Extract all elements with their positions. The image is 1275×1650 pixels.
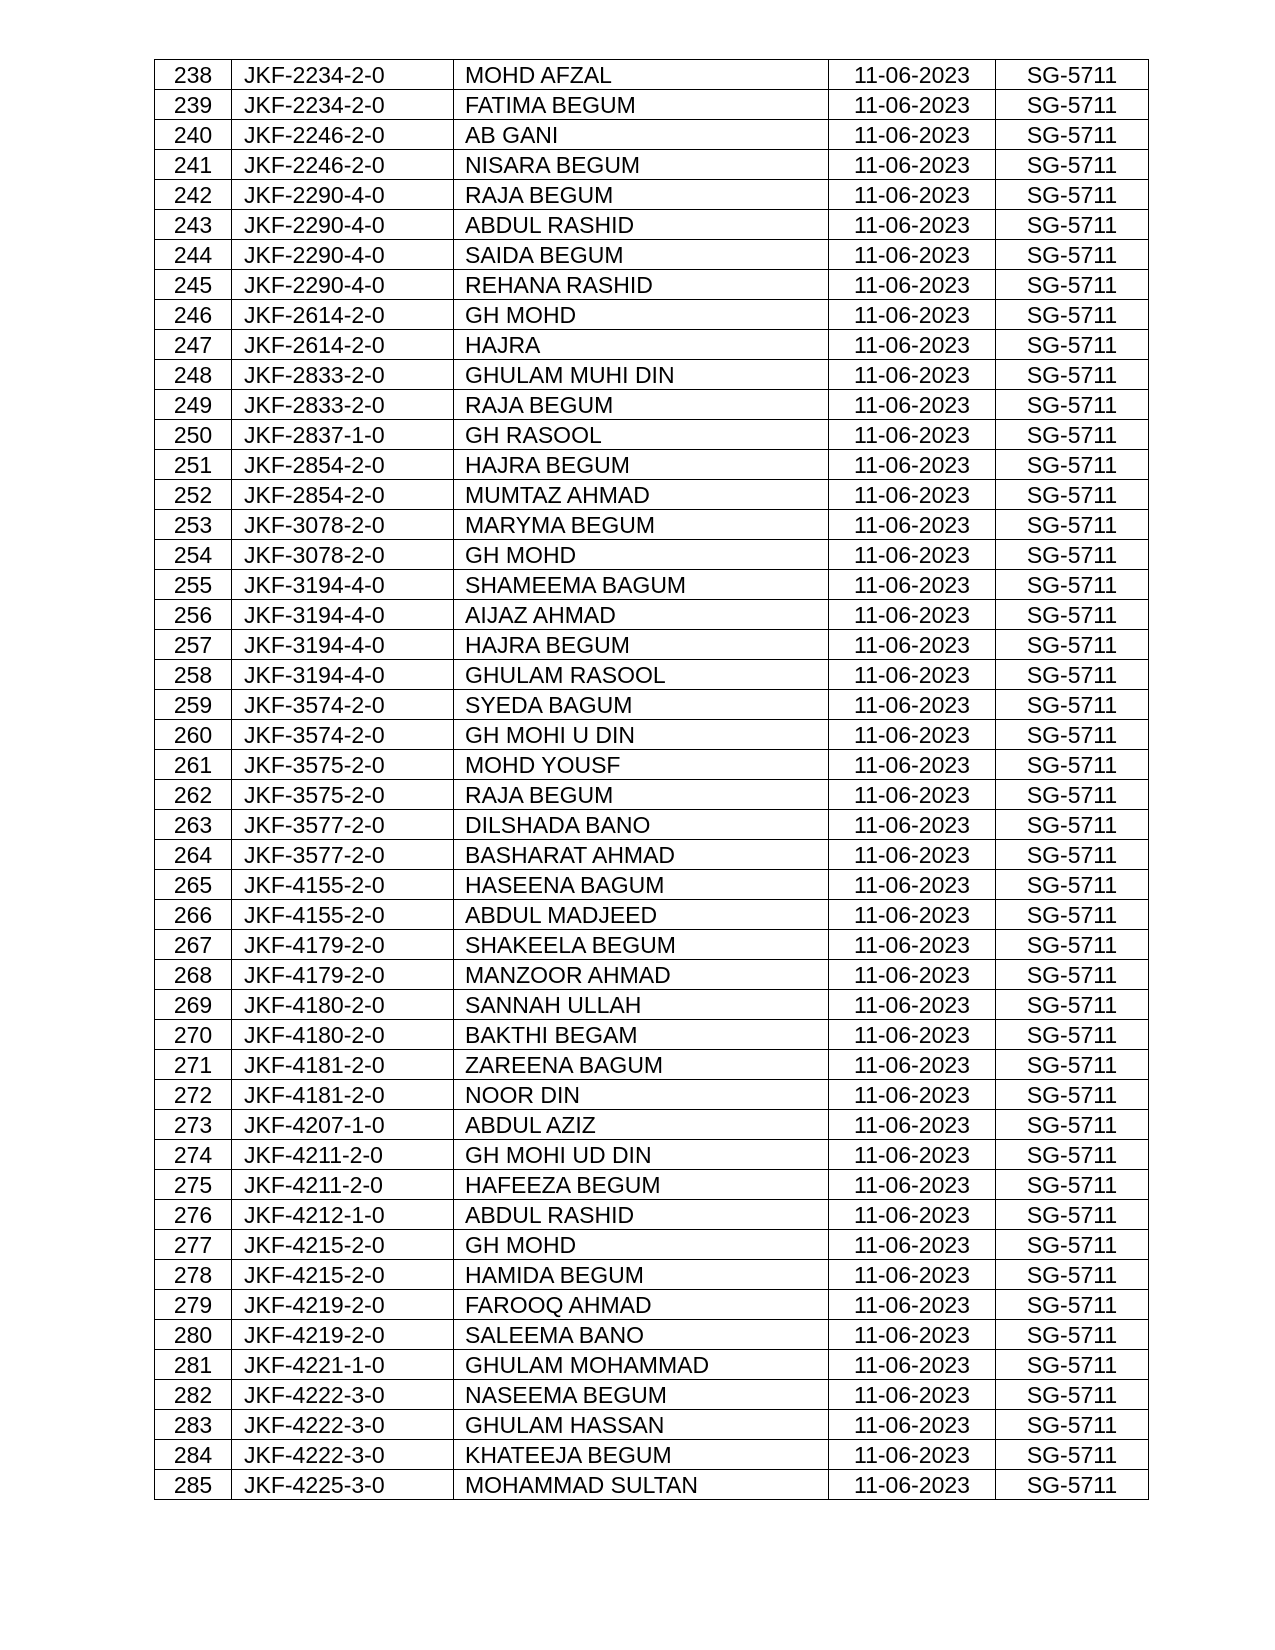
table-row [155, 1410, 1149, 1440]
record-code-cell: JKF-4219-2-0 [232, 1320, 454, 1350]
reference-code-cell: SG-5711 [996, 90, 1149, 120]
record-code-cell: JKF-4181-2-0 [232, 1080, 454, 1110]
date-cell: 11-06-2023 [829, 480, 996, 510]
name-cell: FATIMA BEGUM [454, 90, 829, 120]
reference-code-cell: SG-5711 [996, 720, 1149, 750]
record-code-cell: JKF-4180-2-0 [232, 990, 454, 1020]
record-code-cell: JKF-3577-2-0 [232, 810, 454, 840]
date-cell: 11-06-2023 [829, 1050, 996, 1080]
serial-number-cell: 244 [155, 240, 232, 270]
table-row [155, 1380, 1149, 1410]
name-cell: ABDUL RASHID [454, 1200, 829, 1230]
reference-code-cell: SG-5711 [996, 600, 1149, 630]
reference-code-cell: SG-5711 [996, 1140, 1149, 1170]
reference-code-cell: SG-5711 [996, 60, 1149, 90]
reference-code-cell: SG-5711 [996, 1260, 1149, 1290]
reference-code-cell: SG-5711 [996, 1380, 1149, 1410]
name-cell: GH MOHD [454, 540, 829, 570]
table-row [155, 420, 1149, 450]
table-row [155, 330, 1149, 360]
serial-number-cell: 251 [155, 450, 232, 480]
name-cell: SHAMEEMA BAGUM [454, 570, 829, 600]
name-cell: GHULAM MUHI DIN [454, 360, 829, 390]
record-code-cell: JKF-2833-2-0 [232, 390, 454, 420]
table-row [155, 480, 1149, 510]
date-cell: 11-06-2023 [829, 210, 996, 240]
date-cell: 11-06-2023 [829, 1470, 996, 1500]
record-code-cell: JKF-3078-2-0 [232, 510, 454, 540]
table-row [155, 1050, 1149, 1080]
record-code-cell: JKF-2837-1-0 [232, 420, 454, 450]
document-page [154, 59, 1149, 1500]
name-cell: GHULAM HASSAN [454, 1410, 829, 1440]
record-code-cell: JKF-4207-1-0 [232, 1110, 454, 1140]
date-cell: 11-06-2023 [829, 930, 996, 960]
serial-number-cell: 267 [155, 930, 232, 960]
date-cell: 11-06-2023 [829, 900, 996, 930]
name-cell: RAJA BEGUM [454, 780, 829, 810]
record-code-cell: JKF-2614-2-0 [232, 300, 454, 330]
reference-code-cell: SG-5711 [996, 240, 1149, 270]
name-cell: AIJAZ AHMAD [454, 600, 829, 630]
serial-number-cell: 284 [155, 1440, 232, 1470]
reference-code-cell: SG-5711 [996, 1440, 1149, 1470]
serial-number-cell: 241 [155, 150, 232, 180]
date-cell: 11-06-2023 [829, 330, 996, 360]
record-code-cell: JKF-4211-2-0 [232, 1170, 454, 1200]
serial-number-cell: 245 [155, 270, 232, 300]
record-code-cell: JKF-3575-2-0 [232, 750, 454, 780]
date-cell: 11-06-2023 [829, 90, 996, 120]
table-row [155, 930, 1149, 960]
reference-code-cell: SG-5711 [996, 630, 1149, 660]
record-code-cell: JKF-4181-2-0 [232, 1050, 454, 1080]
name-cell: MOHD YOUSF [454, 750, 829, 780]
record-code-cell: JKF-3577-2-0 [232, 840, 454, 870]
table-row [155, 810, 1149, 840]
name-cell: GH MOHD [454, 1230, 829, 1260]
table-row [155, 1170, 1149, 1200]
serial-number-cell: 246 [155, 300, 232, 330]
record-code-cell: JKF-4211-2-0 [232, 1140, 454, 1170]
serial-number-cell: 262 [155, 780, 232, 810]
record-code-cell: JKF-4215-2-0 [232, 1260, 454, 1290]
name-cell: SHAKEELA BEGUM [454, 930, 829, 960]
table-row [155, 600, 1149, 630]
reference-code-cell: SG-5711 [996, 840, 1149, 870]
name-cell: HAFEEZA BEGUM [454, 1170, 829, 1200]
date-cell: 11-06-2023 [829, 360, 996, 390]
reference-code-cell: SG-5711 [996, 1050, 1149, 1080]
table-row [155, 1140, 1149, 1170]
date-cell: 11-06-2023 [829, 1020, 996, 1050]
table-row [155, 180, 1149, 210]
table-row [155, 1320, 1149, 1350]
name-cell: ZAREENA BAGUM [454, 1050, 829, 1080]
record-code-cell: JKF-3194-4-0 [232, 660, 454, 690]
serial-number-cell: 280 [155, 1320, 232, 1350]
serial-number-cell: 253 [155, 510, 232, 540]
reference-code-cell: SG-5711 [996, 150, 1149, 180]
date-cell: 11-06-2023 [829, 1140, 996, 1170]
table-row [155, 960, 1149, 990]
name-cell: REHANA RASHID [454, 270, 829, 300]
table-row [155, 750, 1149, 780]
date-cell: 11-06-2023 [829, 1380, 996, 1410]
serial-number-cell: 265 [155, 870, 232, 900]
date-cell: 11-06-2023 [829, 120, 996, 150]
record-code-cell: JKF-3575-2-0 [232, 780, 454, 810]
reference-code-cell: SG-5711 [996, 420, 1149, 450]
serial-number-cell: 240 [155, 120, 232, 150]
date-cell: 11-06-2023 [829, 750, 996, 780]
name-cell: SYEDA BAGUM [454, 690, 829, 720]
name-cell: NISARA BEGUM [454, 150, 829, 180]
serial-number-cell: 270 [155, 1020, 232, 1050]
record-code-cell: JKF-2614-2-0 [232, 330, 454, 360]
serial-number-cell: 238 [155, 60, 232, 90]
serial-number-cell: 276 [155, 1200, 232, 1230]
records-table [154, 59, 1149, 1500]
serial-number-cell: 239 [155, 90, 232, 120]
date-cell: 11-06-2023 [829, 840, 996, 870]
reference-code-cell: SG-5711 [996, 780, 1149, 810]
name-cell: BAKTHI BEGAM [454, 1020, 829, 1050]
reference-code-cell: SG-5711 [996, 300, 1149, 330]
date-cell: 11-06-2023 [829, 1200, 996, 1230]
serial-number-cell: 266 [155, 900, 232, 930]
date-cell: 11-06-2023 [829, 60, 996, 90]
date-cell: 11-06-2023 [829, 660, 996, 690]
name-cell: GH MOHI U DIN [454, 720, 829, 750]
reference-code-cell: SG-5711 [996, 1410, 1149, 1440]
table-row [155, 780, 1149, 810]
reference-code-cell: SG-5711 [996, 750, 1149, 780]
reference-code-cell: SG-5711 [996, 330, 1149, 360]
table-row [155, 1200, 1149, 1230]
serial-number-cell: 278 [155, 1260, 232, 1290]
serial-number-cell: 258 [155, 660, 232, 690]
table-row [155, 690, 1149, 720]
record-code-cell: JKF-4222-3-0 [232, 1410, 454, 1440]
table-row [155, 90, 1149, 120]
date-cell: 11-06-2023 [829, 1260, 996, 1290]
date-cell: 11-06-2023 [829, 600, 996, 630]
date-cell: 11-06-2023 [829, 870, 996, 900]
reference-code-cell: SG-5711 [996, 540, 1149, 570]
name-cell: MARYMA BEGUM [454, 510, 829, 540]
reference-code-cell: SG-5711 [996, 930, 1149, 960]
record-code-cell: JKF-4155-2-0 [232, 900, 454, 930]
date-cell: 11-06-2023 [829, 180, 996, 210]
serial-number-cell: 255 [155, 570, 232, 600]
record-code-cell: JKF-4180-2-0 [232, 1020, 454, 1050]
record-code-cell: JKF-4179-2-0 [232, 960, 454, 990]
table-row [155, 1350, 1149, 1380]
serial-number-cell: 263 [155, 810, 232, 840]
table-row [155, 840, 1149, 870]
serial-number-cell: 257 [155, 630, 232, 660]
reference-code-cell: SG-5711 [996, 1080, 1149, 1110]
name-cell: NOOR DIN [454, 1080, 829, 1110]
date-cell: 11-06-2023 [829, 510, 996, 540]
record-code-cell: JKF-2290-4-0 [232, 210, 454, 240]
serial-number-cell: 248 [155, 360, 232, 390]
reference-code-cell: SG-5711 [996, 480, 1149, 510]
table-row [155, 150, 1149, 180]
record-code-cell: JKF-2854-2-0 [232, 480, 454, 510]
record-code-cell: JKF-2234-2-0 [232, 90, 454, 120]
date-cell: 11-06-2023 [829, 1170, 996, 1200]
record-code-cell: JKF-2290-4-0 [232, 270, 454, 300]
table-row [155, 270, 1149, 300]
serial-number-cell: 269 [155, 990, 232, 1020]
serial-number-cell: 268 [155, 960, 232, 990]
table-row [155, 720, 1149, 750]
serial-number-cell: 275 [155, 1170, 232, 1200]
record-code-cell: JKF-3574-2-0 [232, 690, 454, 720]
date-cell: 11-06-2023 [829, 300, 996, 330]
serial-number-cell: 277 [155, 1230, 232, 1260]
record-code-cell: JKF-4155-2-0 [232, 870, 454, 900]
table-row [155, 390, 1149, 420]
date-cell: 11-06-2023 [829, 420, 996, 450]
record-code-cell: JKF-2833-2-0 [232, 360, 454, 390]
records-table-body [155, 60, 1149, 1500]
name-cell: SANNAH ULLAH [454, 990, 829, 1020]
table-row [155, 870, 1149, 900]
record-code-cell: JKF-3574-2-0 [232, 720, 454, 750]
name-cell: ABDUL AZIZ [454, 1110, 829, 1140]
date-cell: 11-06-2023 [829, 810, 996, 840]
date-cell: 11-06-2023 [829, 990, 996, 1020]
date-cell: 11-06-2023 [829, 270, 996, 300]
date-cell: 11-06-2023 [829, 780, 996, 810]
reference-code-cell: SG-5711 [996, 210, 1149, 240]
table-row [155, 1440, 1149, 1470]
name-cell: ABDUL RASHID [454, 210, 829, 240]
table-row [155, 120, 1149, 150]
date-cell: 11-06-2023 [829, 1110, 996, 1140]
serial-number-cell: 259 [155, 690, 232, 720]
record-code-cell: JKF-2854-2-0 [232, 450, 454, 480]
serial-number-cell: 254 [155, 540, 232, 570]
name-cell: HAJRA BEGUM [454, 450, 829, 480]
table-row [155, 540, 1149, 570]
record-code-cell: JKF-3194-4-0 [232, 630, 454, 660]
reference-code-cell: SG-5711 [996, 1200, 1149, 1230]
table-row [155, 1260, 1149, 1290]
name-cell: SALEEMA BANO [454, 1320, 829, 1350]
record-code-cell: JKF-4221-1-0 [232, 1350, 454, 1380]
serial-number-cell: 243 [155, 210, 232, 240]
serial-number-cell: 247 [155, 330, 232, 360]
table-row [155, 630, 1149, 660]
reference-code-cell: SG-5711 [996, 1230, 1149, 1260]
record-code-cell: JKF-3078-2-0 [232, 540, 454, 570]
reference-code-cell: SG-5711 [996, 270, 1149, 300]
reference-code-cell: SG-5711 [996, 450, 1149, 480]
date-cell: 11-06-2023 [829, 450, 996, 480]
date-cell: 11-06-2023 [829, 1230, 996, 1260]
reference-code-cell: SG-5711 [996, 660, 1149, 690]
reference-code-cell: SG-5711 [996, 180, 1149, 210]
date-cell: 11-06-2023 [829, 570, 996, 600]
table-row [155, 1110, 1149, 1140]
table-row [155, 1290, 1149, 1320]
serial-number-cell: 261 [155, 750, 232, 780]
table-row [155, 900, 1149, 930]
name-cell: BASHARAT AHMAD [454, 840, 829, 870]
table-row [155, 450, 1149, 480]
name-cell: MOHD AFZAL [454, 60, 829, 90]
record-code-cell: JKF-4222-3-0 [232, 1440, 454, 1470]
serial-number-cell: 279 [155, 1290, 232, 1320]
record-code-cell: JKF-4219-2-0 [232, 1290, 454, 1320]
name-cell: KHATEEJA BEGUM [454, 1440, 829, 1470]
table-row [155, 210, 1149, 240]
record-code-cell: JKF-3194-4-0 [232, 600, 454, 630]
reference-code-cell: SG-5711 [996, 960, 1149, 990]
date-cell: 11-06-2023 [829, 1320, 996, 1350]
record-code-cell: JKF-4215-2-0 [232, 1230, 454, 1260]
date-cell: 11-06-2023 [829, 690, 996, 720]
serial-number-cell: 271 [155, 1050, 232, 1080]
record-code-cell: JKF-2234-2-0 [232, 60, 454, 90]
table-row [155, 660, 1149, 690]
name-cell: ABDUL MADJEED [454, 900, 829, 930]
name-cell: HAJRA [454, 330, 829, 360]
serial-number-cell: 249 [155, 390, 232, 420]
table-row [155, 360, 1149, 390]
serial-number-cell: 256 [155, 600, 232, 630]
serial-number-cell: 285 [155, 1470, 232, 1500]
name-cell: MOHAMMAD SULTAN [454, 1470, 829, 1500]
table-row [155, 1020, 1149, 1050]
name-cell: GH RASOOL [454, 420, 829, 450]
serial-number-cell: 283 [155, 1410, 232, 1440]
date-cell: 11-06-2023 [829, 1350, 996, 1380]
table-row [155, 300, 1149, 330]
record-code-cell: JKF-4179-2-0 [232, 930, 454, 960]
reference-code-cell: SG-5711 [996, 390, 1149, 420]
reference-code-cell: SG-5711 [996, 360, 1149, 390]
date-cell: 11-06-2023 [829, 1290, 996, 1320]
date-cell: 11-06-2023 [829, 630, 996, 660]
table-row [155, 1470, 1149, 1500]
serial-number-cell: 282 [155, 1380, 232, 1410]
reference-code-cell: SG-5711 [996, 510, 1149, 540]
reference-code-cell: SG-5711 [996, 900, 1149, 930]
reference-code-cell: SG-5711 [996, 1110, 1149, 1140]
record-code-cell: JKF-4222-3-0 [232, 1380, 454, 1410]
reference-code-cell: SG-5711 [996, 690, 1149, 720]
record-code-cell: JKF-2290-4-0 [232, 240, 454, 270]
serial-number-cell: 260 [155, 720, 232, 750]
table-row [155, 1230, 1149, 1260]
reference-code-cell: SG-5711 [996, 990, 1149, 1020]
table-row [155, 240, 1149, 270]
name-cell: AB GANI [454, 120, 829, 150]
reference-code-cell: SG-5711 [996, 120, 1149, 150]
record-code-cell: JKF-4225-3-0 [232, 1470, 454, 1500]
serial-number-cell: 252 [155, 480, 232, 510]
record-code-cell: JKF-2290-4-0 [232, 180, 454, 210]
reference-code-cell: SG-5711 [996, 1020, 1149, 1050]
table-row [155, 60, 1149, 90]
table-row [155, 510, 1149, 540]
name-cell: HASEENA BAGUM [454, 870, 829, 900]
table-row [155, 570, 1149, 600]
serial-number-cell: 273 [155, 1110, 232, 1140]
name-cell: FAROOQ AHMAD [454, 1290, 829, 1320]
serial-number-cell: 281 [155, 1350, 232, 1380]
name-cell: MUMTAZ AHMAD [454, 480, 829, 510]
name-cell: GH MOHD [454, 300, 829, 330]
serial-number-cell: 272 [155, 1080, 232, 1110]
serial-number-cell: 250 [155, 420, 232, 450]
date-cell: 11-06-2023 [829, 540, 996, 570]
name-cell: GHULAM RASOOL [454, 660, 829, 690]
name-cell: RAJA BEGUM [454, 390, 829, 420]
reference-code-cell: SG-5711 [996, 1320, 1149, 1350]
date-cell: 11-06-2023 [829, 390, 996, 420]
reference-code-cell: SG-5711 [996, 1470, 1149, 1500]
table-row [155, 990, 1149, 1020]
name-cell: DILSHADA BANO [454, 810, 829, 840]
record-code-cell: JKF-2246-2-0 [232, 150, 454, 180]
name-cell: RAJA BEGUM [454, 180, 829, 210]
name-cell: HAMIDA BEGUM [454, 1260, 829, 1290]
record-code-cell: JKF-2246-2-0 [232, 120, 454, 150]
table-row [155, 1080, 1149, 1110]
reference-code-cell: SG-5711 [996, 1290, 1149, 1320]
name-cell: GHULAM MOHAMMAD [454, 1350, 829, 1380]
reference-code-cell: SG-5711 [996, 870, 1149, 900]
name-cell: SAIDA BEGUM [454, 240, 829, 270]
date-cell: 11-06-2023 [829, 1410, 996, 1440]
date-cell: 11-06-2023 [829, 960, 996, 990]
name-cell: HAJRA BEGUM [454, 630, 829, 660]
reference-code-cell: SG-5711 [996, 1170, 1149, 1200]
date-cell: 11-06-2023 [829, 240, 996, 270]
serial-number-cell: 264 [155, 840, 232, 870]
serial-number-cell: 274 [155, 1140, 232, 1170]
name-cell: GH MOHI UD DIN [454, 1140, 829, 1170]
reference-code-cell: SG-5711 [996, 810, 1149, 840]
record-code-cell: JKF-3194-4-0 [232, 570, 454, 600]
date-cell: 11-06-2023 [829, 150, 996, 180]
name-cell: NASEEMA BEGUM [454, 1380, 829, 1410]
date-cell: 11-06-2023 [829, 720, 996, 750]
record-code-cell: JKF-4212-1-0 [232, 1200, 454, 1230]
name-cell: MANZOOR AHMAD [454, 960, 829, 990]
serial-number-cell: 242 [155, 180, 232, 210]
reference-code-cell: SG-5711 [996, 1350, 1149, 1380]
date-cell: 11-06-2023 [829, 1080, 996, 1110]
reference-code-cell: SG-5711 [996, 570, 1149, 600]
date-cell: 11-06-2023 [829, 1440, 996, 1470]
